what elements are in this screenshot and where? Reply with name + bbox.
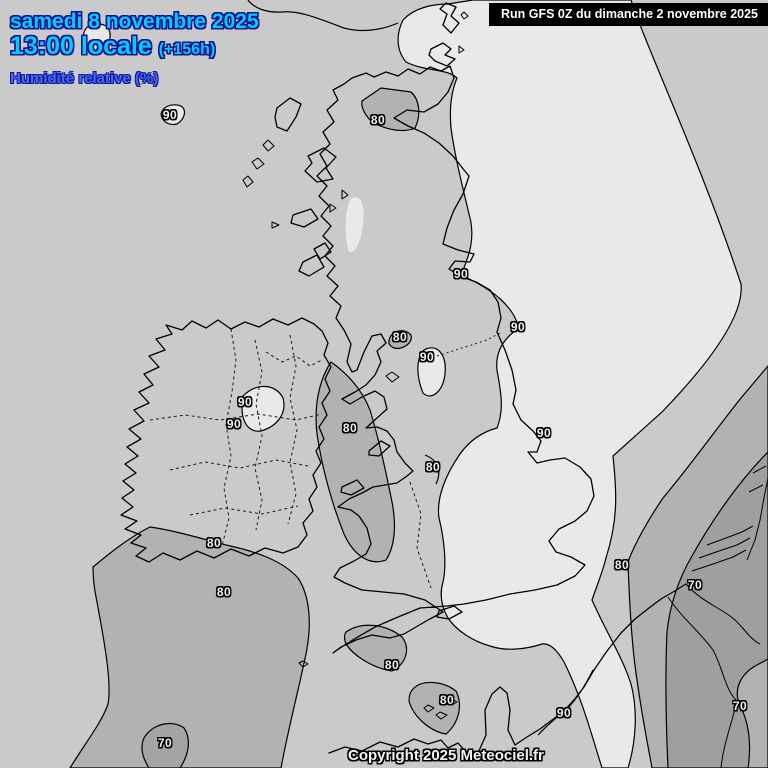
contour-label: 80 [216,585,232,599]
copyright-label: Copyright 2025 Meteociel.fr [348,747,544,764]
contour-label: 90 [419,350,435,364]
forecast-offset: (+156h) [158,41,216,58]
contour-label: 70 [687,578,703,592]
contour-label: 90 [510,320,526,334]
contour-label: 80 [370,113,386,127]
contour-label: 90 [556,706,572,720]
contour-label: 90 [536,426,552,440]
contour-label: 80 [392,330,408,344]
date-label: samedi 8 novembre 2025 [10,10,259,33]
contour-label: 80 [439,693,455,707]
time-value: 13:00 locale [10,32,152,60]
parameter-label: Humidité relative (%) [10,70,159,87]
contour-label: 80 [206,536,222,550]
contour-label: 90 [226,417,242,431]
contour-label: 80 [425,460,441,474]
contour-label: 70 [732,699,748,713]
contour-label: 90 [237,395,253,409]
contour-label: 90 [453,267,469,281]
contour-label: 90 [162,108,178,122]
contour-label: 80 [384,658,400,672]
run-info-box: Run GFS 0Z du dimanche 2 novembre 2025 [489,3,768,26]
contour-label: 70 [157,736,173,750]
time-label [10,32,215,61]
contour-label: 80 [342,421,358,435]
contour-label: 80 [614,558,630,572]
